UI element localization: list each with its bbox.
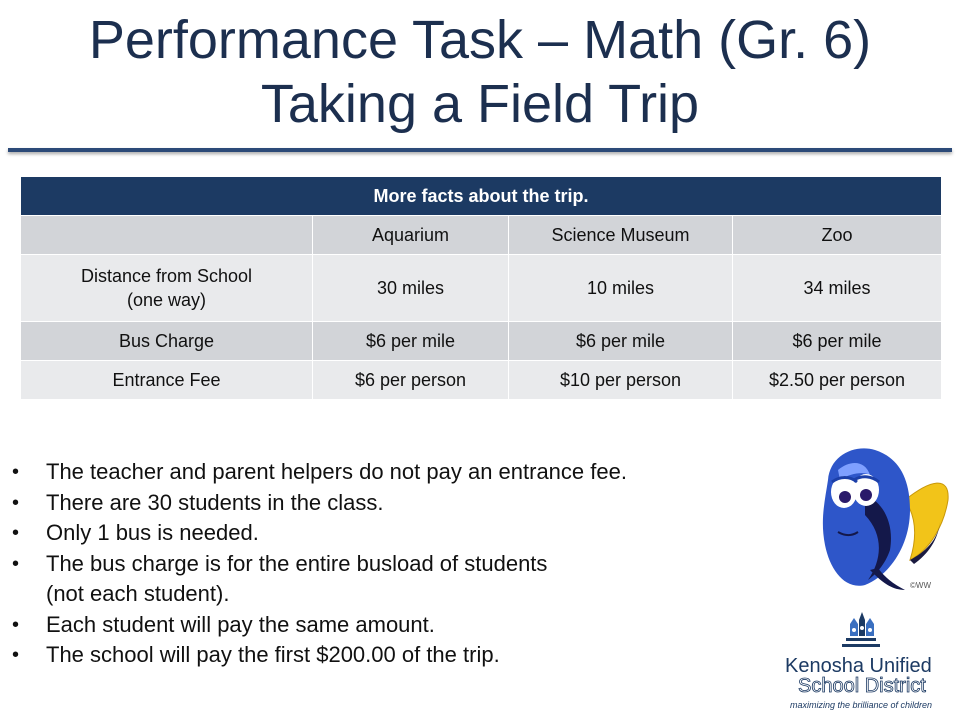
bullet-icon: •: [12, 522, 20, 544]
list-item: • Each student will pay the same amount.: [10, 610, 790, 641]
district-logo: [780, 610, 950, 715]
column-header-blank: [21, 216, 313, 255]
table-cell: 10 miles: [509, 255, 733, 322]
bullet-icon: •: [12, 491, 20, 514]
bullet-icon: •: [12, 644, 20, 666]
list-item: • The teacher and parent helpers do not pay an entrance fee.: [10, 457, 790, 488]
table-row: [21, 361, 942, 400]
title-line-2: Taking a Field Trip: [260, 74, 700, 134]
table-header-row: [21, 216, 942, 255]
list-item: • The bus charge is for the entire busload of students (not each student).: [12, 550, 548, 606]
row-label-entrance-fee: Entrance Fee: [21, 361, 313, 400]
bullet-continuation: (not each student).: [46, 581, 230, 606]
fish-credit: ©WW: [910, 581, 931, 590]
bullet-icon: •: [12, 552, 20, 575]
list-item: • Only 1 bus is needed.: [10, 518, 790, 549]
row-label-distance-line2: (one way): [126, 290, 207, 310]
page-title: [0, 8, 960, 136]
row-label-distance-line1: Distance from School: [80, 266, 253, 286]
list-item: • The school will pay the first $200.00 of the trip.: [10, 640, 790, 671]
table-cell: 30 miles: [313, 255, 509, 322]
table-cell: $10 per person: [509, 361, 733, 400]
column-header-zoo: Zoo: [733, 216, 942, 255]
facts-bullet-list: [10, 457, 790, 671]
column-header-science-museum: Science Museum: [509, 216, 733, 255]
bullet-icon: •: [12, 461, 20, 483]
logo-tagline: maximizing the brilliance of children: [790, 700, 933, 710]
table-cell: $2.50 per person: [733, 361, 942, 400]
logo-name-line2: School District: [798, 675, 926, 697]
table-caption: More facts about the trip.: [21, 177, 942, 216]
logo-name-line1: Kenosha Unified: [785, 655, 932, 677]
bullet-icon: •: [12, 613, 20, 636]
table-caption-row: [21, 177, 942, 216]
table-cell: $6 per mile: [733, 322, 942, 361]
column-header-aquarium: Aquarium: [313, 216, 509, 255]
title-line-1: Performance Task – Math (Gr. 6): [88, 10, 872, 70]
table-row: [21, 322, 942, 361]
logo-emblem: [842, 612, 880, 647]
table-cell: $6 per person: [313, 361, 509, 400]
title-divider: [8, 148, 952, 152]
trip-facts-table: [20, 177, 942, 400]
row-label-bus-charge: Bus Charge: [21, 322, 313, 361]
table-cell: $6 per mile: [313, 322, 509, 361]
list-item: • There are 30 students in the class.: [10, 488, 790, 519]
table-cell: 34 miles: [733, 255, 942, 322]
table-row: [21, 255, 942, 322]
row-label-distance: [21, 255, 313, 322]
fish-illustration: [810, 440, 950, 600]
table-cell: $6 per mile: [509, 322, 733, 361]
